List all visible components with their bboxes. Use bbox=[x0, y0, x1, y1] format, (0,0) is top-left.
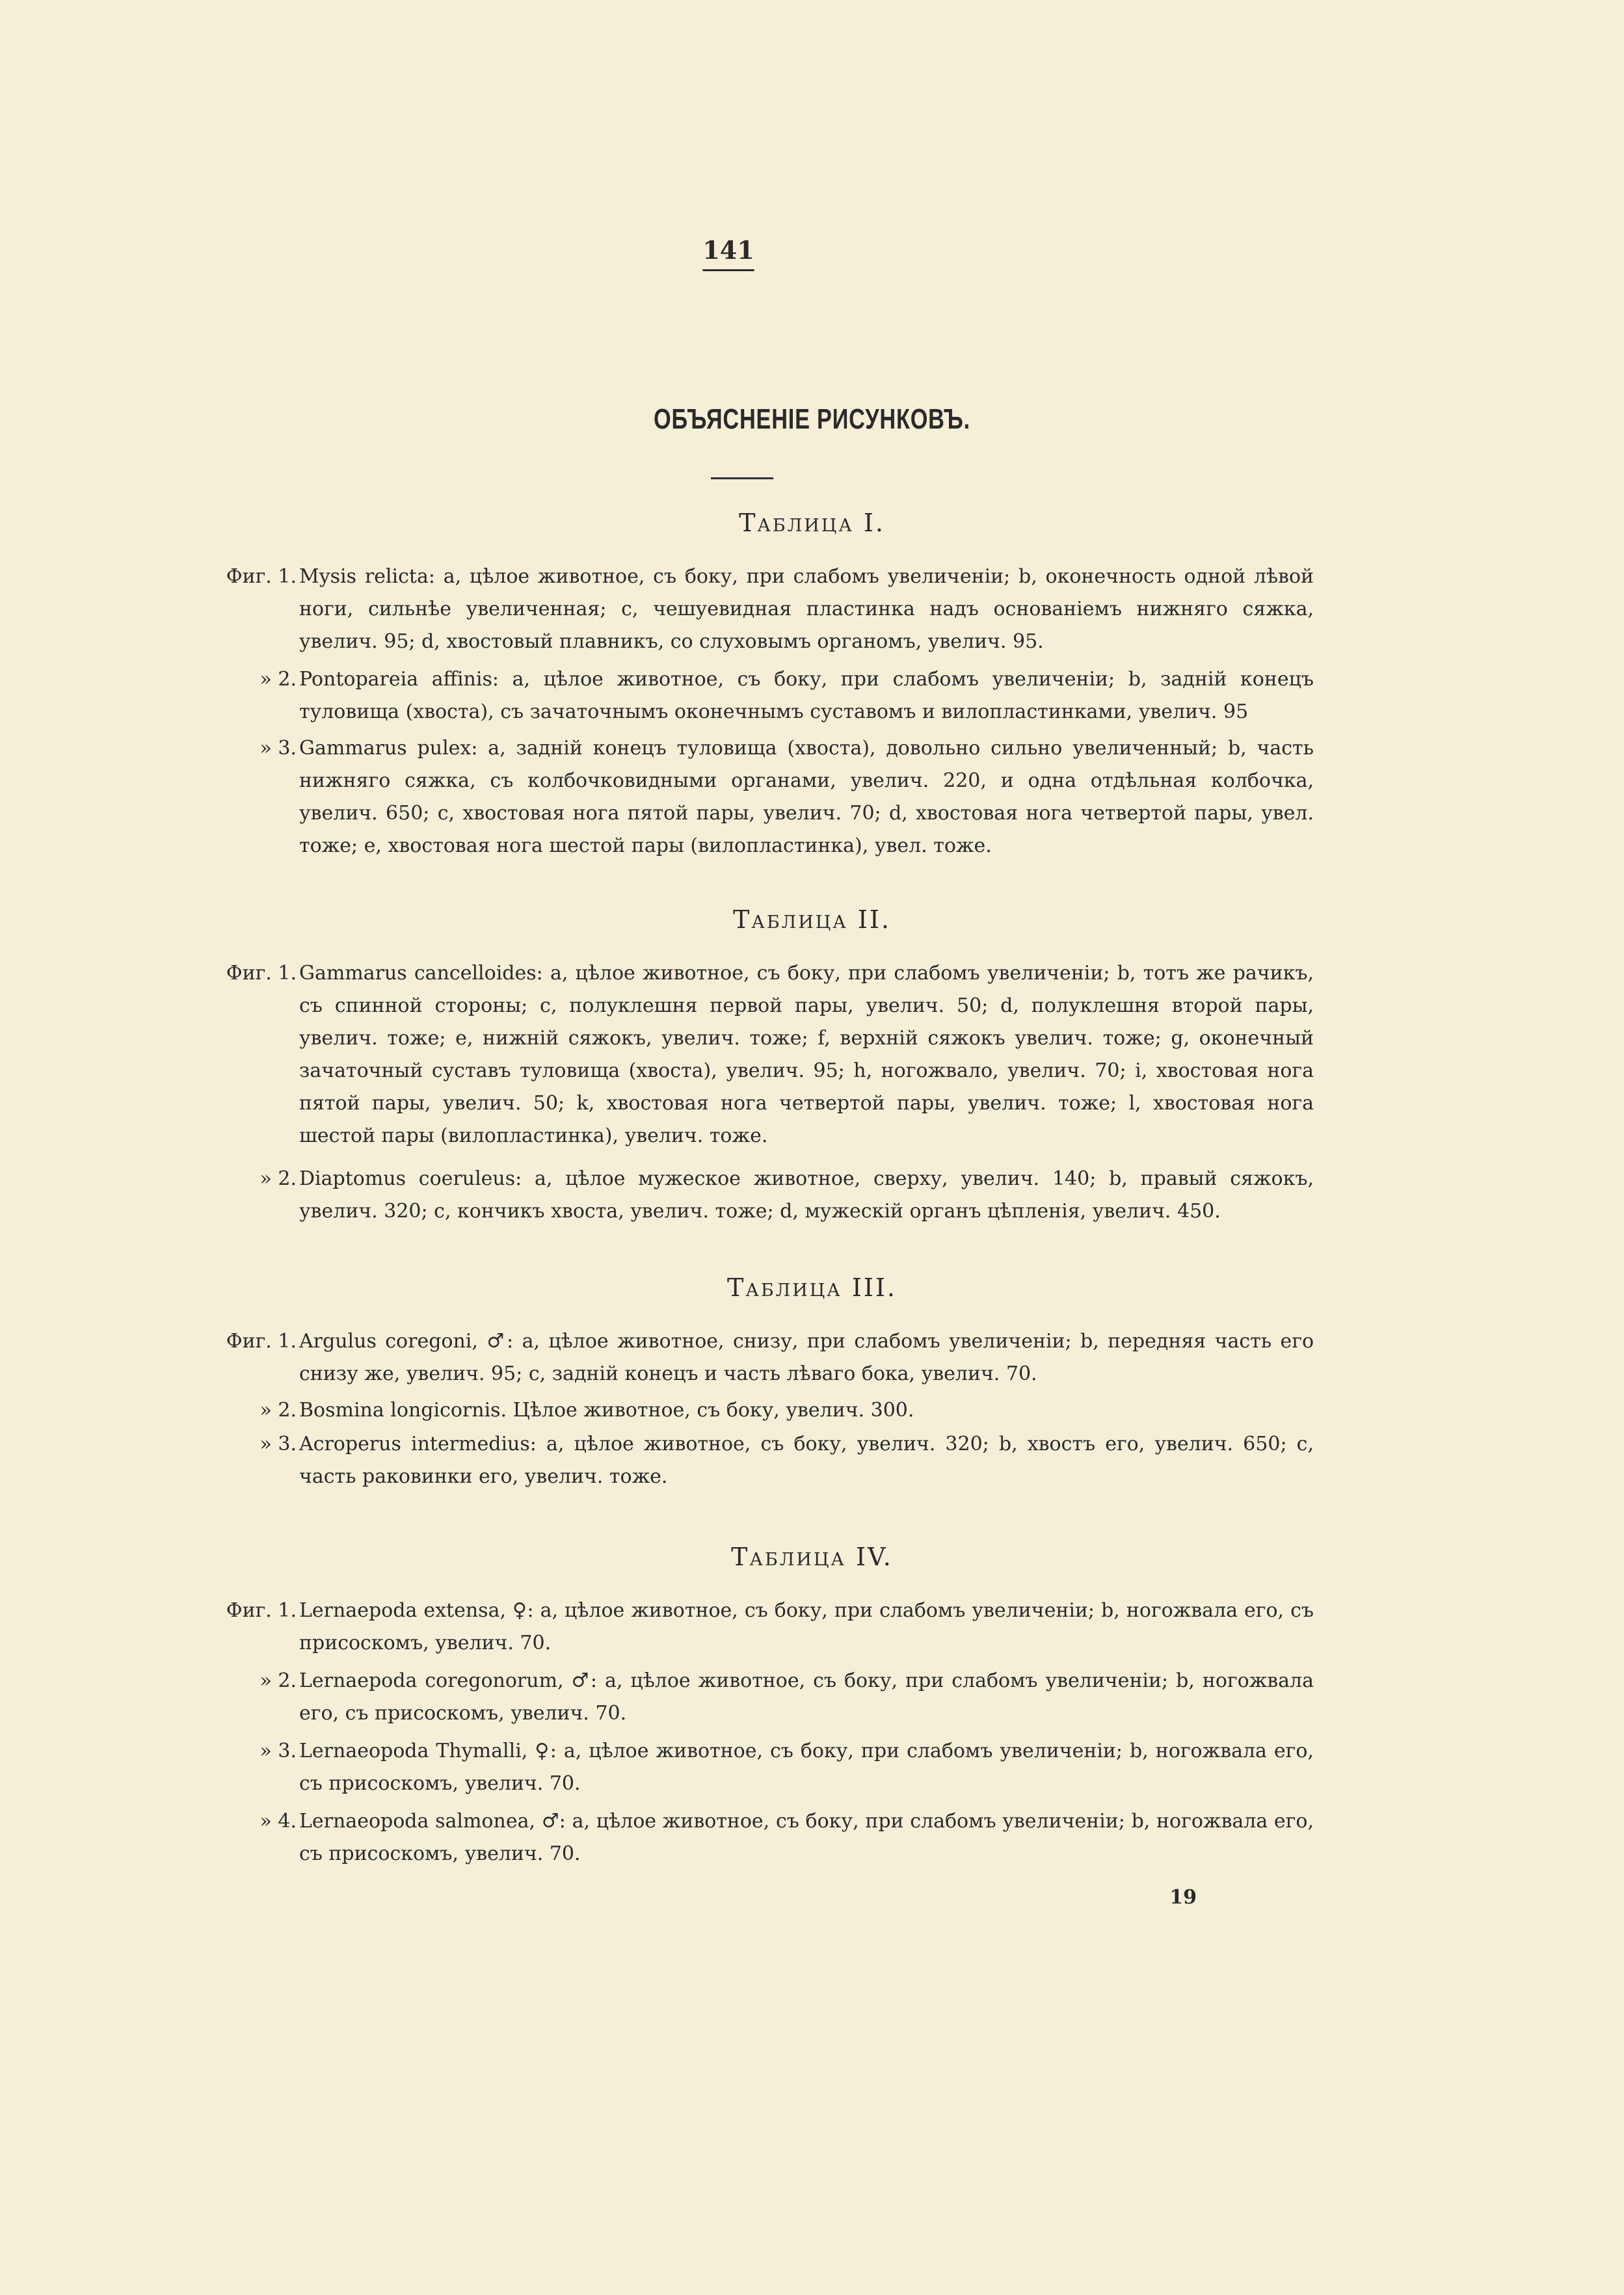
figure-label: » 3. bbox=[260, 737, 297, 760]
signature-mark: 19 bbox=[1169, 1886, 1197, 1909]
figure-label: » 2. bbox=[260, 668, 297, 691]
figure-description: Gammarus pulex: a, задній конецъ туловища (хвоста), довольно сильно увеличенный; b, часть нижняго сяжка, съ колбочковидными органами, увелич. 220, и одна отдѣльная колбочка, увелич. 650; c, хвостовая нога пятой пары, увелич. 70; d, хвостовая нога четвертой пары, увел. тоже; e, хвостовая нога шестой пары (вилопластинка), увел. тоже. bbox=[299, 737, 1314, 857]
figure-description: Lernaeopoda salmonea, ♂: a, цѣлое животное, съ боку, при слабомъ увеличеніи; b, ногожвала его, съ присоскомъ, увелич. 70. bbox=[299, 1810, 1314, 1865]
figure-label: Фиг. 1. bbox=[226, 1599, 297, 1622]
figure-label: » 3. bbox=[260, 1740, 297, 1762]
table-heading-1: Таблица I. bbox=[739, 509, 885, 537]
figure-label: » 4. bbox=[260, 1810, 297, 1833]
figure-label: Фиг. 1. bbox=[226, 565, 297, 588]
figure-label: Фиг. 1. bbox=[226, 962, 297, 985]
figure-description: Pontopareia affinis: a, цѣлое животное, съ боку, при слабомъ увеличеніи; b, задній конецъ туловища (хвоста), съ зачаточнымъ оконечнымъ суставомъ и вилопластинками, увелич. 95 bbox=[299, 668, 1314, 723]
figure-description: Gammarus cancelloides: a, цѣлое животное, съ боку, при слабомъ увеличеніи; b, тотъ же рачикъ, съ спинной стороны; c, полуклешня первой пары, увелич. 50; d, полуклешня второй пары, увелич. тоже; e, нижній сяжокъ, увелич. тоже; f, верхній сяжокъ увелич. тоже; g, оконечный зачаточный суставъ туловища (хвоста), увелич. 95; h, ногожвало, увелич. 70; i, хвостовая нога пятой пары, увелич. 50; k, хвостовая нога четвертой пары, увелич. тоже; l, хвостовая нога шестой пары (вилопластинка), увелич. тоже. bbox=[299, 962, 1314, 1147]
figure-description: Lernaeopoda Thymalli, ♀: a, цѣлое животное, съ боку, при слабомъ увеличеніи; b, ногожвала его, съ присоскомъ, увелич. 70. bbox=[299, 1740, 1314, 1795]
table-heading-2: Таблица II. bbox=[733, 905, 891, 934]
figure-description: Argulus coregoni, ♂: a, цѣлое животное, снизу, при слабомъ увеличеніи; b, передняя часть его снизу же, увелич. 95; c, задній конецъ и часть лѣваго бока, увелич. 70. bbox=[299, 1330, 1314, 1385]
page-number: 141 bbox=[702, 235, 754, 265]
figure-description: Lernaepoda coregonorum, ♂: a, цѣлое животное, съ боку, при слабомъ увеличеніи; b, ногожвала его, съ присоскомъ, увелич. 70. bbox=[299, 1669, 1314, 1725]
title-divider bbox=[711, 477, 773, 479]
figure-description: Bosmina longicornis. Цѣлое животное, съ боку, увелич. 300. bbox=[299, 1399, 914, 1422]
figure-label: » 2. bbox=[260, 1669, 297, 1692]
figure-label: » 2. bbox=[260, 1167, 297, 1190]
page-title: ОБЪЯСНЕНІЕ РИСУНКОВЪ. bbox=[654, 403, 970, 435]
figure-label: » 3. bbox=[260, 1433, 297, 1455]
table-heading-4: Таблица IV. bbox=[731, 1543, 893, 1571]
figure-description: Mysis relicta: a, цѣлое животное, съ боку, при слабомъ увеличеніи; b, оконечность одной лѣвой ноги, сильнѣе увеличенная; c, чешуевидная пластинка надъ основаніемъ нижняго сяжка, увелич. 95; d, хвостовый плавникъ, со слуховымъ органомъ, увелич. 95. bbox=[299, 565, 1314, 653]
figure-label: Фиг. 1. bbox=[226, 1330, 297, 1353]
figure-label: » 2. bbox=[260, 1399, 297, 1422]
figure-description: Lernaepoda extensa, ♀: a, цѣлое животное, съ боку, при слабомъ увеличеніи; b, ногожвала его, съ присоскомъ, увелич. 70. bbox=[299, 1599, 1314, 1654]
table-heading-3: Таблица III. bbox=[727, 1273, 897, 1302]
figure-description: Diaptomus coeruleus: a, цѣлое мужеское животное, сверху, увелич. 140; b, правый сяжокъ, увелич. 320; c, кончикъ хвоста, увелич. тоже; d, мужескій органъ цѣпленія, увелич. 450. bbox=[299, 1167, 1314, 1223]
figure-description: Acroperus intermedius: a, цѣлое животное, съ боку, увелич. 320; b, хвостъ его, увелич. 650; c, часть раковинки его, увелич. тоже. bbox=[299, 1433, 1314, 1488]
